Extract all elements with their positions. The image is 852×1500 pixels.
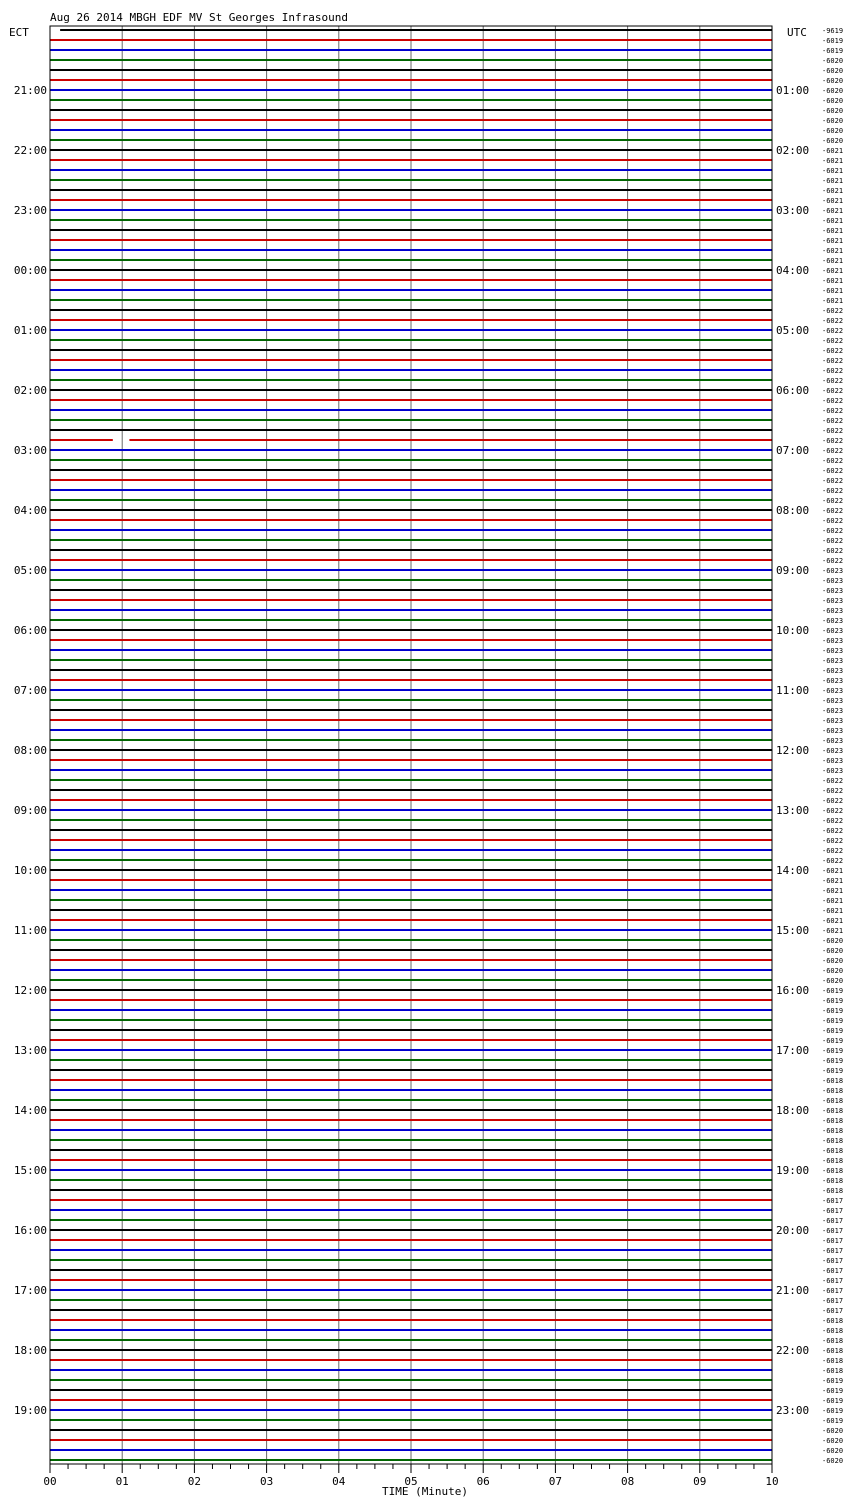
- trace-offset-label: -6023: [822, 727, 844, 735]
- x-tick-label: 10: [765, 1475, 779, 1488]
- trace-offset-label: -6021: [822, 177, 844, 185]
- trace-offset-label: -6021: [822, 207, 844, 215]
- ect-hour-label: 11:00: [13, 924, 47, 937]
- trace-offset-label: -6020: [822, 967, 844, 975]
- utc-hour-label: 03:00: [776, 204, 810, 217]
- trace-offset-label: -6023: [822, 757, 844, 765]
- trace-offset-label: -6018: [822, 1137, 844, 1145]
- trace-offset-label: -6019: [822, 997, 844, 1005]
- trace-offset-label: -6018: [822, 1337, 844, 1345]
- x-tick-label: 06: [476, 1475, 490, 1488]
- trace-offset-label: -6020: [822, 1427, 844, 1435]
- trace-offset-label: -6022: [822, 417, 844, 425]
- trace-offset-label: -6023: [822, 597, 844, 605]
- trace-offset-label: -6022: [822, 347, 844, 355]
- ect-hour-label: 16:00: [13, 1224, 47, 1237]
- ect-hour-label: 00:00: [13, 264, 47, 277]
- ect-hour-label: 15:00: [13, 1164, 47, 1177]
- trace-offset-label: -6021: [822, 887, 844, 895]
- utc-hour-label: 01:00: [776, 84, 810, 97]
- trace-offset-label: -6022: [822, 807, 844, 815]
- trace-offset-label: -6017: [822, 1237, 844, 1245]
- trace-offset-label: -6017: [822, 1297, 844, 1305]
- utc-hour-label: 20:00: [776, 1224, 810, 1237]
- trace-offset-label: -6023: [822, 667, 844, 675]
- utc-hour-label: 10:00: [776, 624, 810, 637]
- trace-offset-label: -6022: [822, 377, 844, 385]
- trace-offset-label: -6019: [822, 47, 844, 55]
- trace-offset-label: -6022: [822, 447, 844, 455]
- trace-offset-label: -6017: [822, 1277, 844, 1285]
- x-tick-label: 01: [115, 1475, 129, 1488]
- utc-hour-label: 09:00: [776, 564, 810, 577]
- trace-offset-label: -6019: [822, 1067, 844, 1075]
- trace-offset-label: -6019: [822, 1057, 844, 1065]
- trace-offset-label: -6021: [822, 187, 844, 195]
- trace-offset-label: -6020: [822, 77, 844, 85]
- trace-offset-label: -6018: [822, 1077, 844, 1085]
- trace-offset-label: -6020: [822, 1447, 844, 1455]
- trace-offset-label: -6022: [822, 437, 844, 445]
- trace-offset-label: -6018: [822, 1167, 844, 1175]
- ect-hour-label: 17:00: [13, 1284, 47, 1297]
- ect-hour-label: 01:00: [13, 324, 47, 337]
- trace-offset-label: -6021: [822, 217, 844, 225]
- trace-offset-label: -6020: [822, 67, 844, 75]
- x-tick-label: 09: [693, 1475, 707, 1488]
- trace-offset-label: -6023: [822, 577, 844, 585]
- utc-hour-label: 19:00: [776, 1164, 810, 1177]
- trace-offset-label: -6022: [822, 507, 844, 515]
- trace-offset-label: -6021: [822, 297, 844, 305]
- trace-offset-label: -6021: [822, 917, 844, 925]
- utc-hour-label: 18:00: [776, 1104, 810, 1117]
- trace-offset-label: -6022: [822, 547, 844, 555]
- ect-hour-label: 19:00: [13, 1404, 47, 1417]
- trace-offset-label: -6021: [822, 147, 844, 155]
- trace-offset-label: -6022: [822, 537, 844, 545]
- trace-offset-label: -6021: [822, 267, 844, 275]
- trace-offset-label: -6019: [822, 1387, 844, 1395]
- utc-hour-label: 23:00: [776, 1404, 810, 1417]
- trace-offset-labels: [822, 27, 843, 1465]
- trace-offset-label: -6020: [822, 977, 844, 985]
- trace-offset-label: -6018: [822, 1357, 844, 1365]
- trace-offset-label: -6018: [822, 1107, 844, 1115]
- trace-offset-label: -6019: [822, 1047, 844, 1055]
- utc-hour-label: 13:00: [776, 804, 810, 817]
- trace-offset-label: -6020: [822, 97, 844, 105]
- trace-offset-label: -6022: [822, 517, 844, 525]
- trace-offset-label: -6019: [822, 987, 844, 995]
- trace-offset-label: -6017: [822, 1227, 844, 1235]
- trace-offset-label: -6023: [822, 647, 844, 655]
- utc-hour-label: 02:00: [776, 144, 810, 157]
- ect-hour-label: 09:00: [13, 804, 47, 817]
- trace-offset-label: -6023: [822, 587, 844, 595]
- trace-offset-label: -6020: [822, 937, 844, 945]
- x-tick-label: 08: [620, 1475, 635, 1488]
- trace-offset-label: -6022: [822, 357, 844, 365]
- trace-offset-label: -6023: [822, 697, 844, 705]
- ect-hour-label: 07:00: [13, 684, 47, 697]
- trace-offset-label: -6021: [822, 247, 844, 255]
- trace-offset-label: -6018: [822, 1347, 844, 1355]
- trace-offset-label: -6021: [822, 197, 844, 205]
- trace-offset-label: -6022: [822, 817, 844, 825]
- trace-offset-label: -6019: [822, 1007, 844, 1015]
- trace-offset-label: -6020: [822, 127, 844, 135]
- ect-hour-label: 08:00: [13, 744, 47, 757]
- x-tick-label: 02: [187, 1475, 202, 1488]
- trace-offset-label: -6023: [822, 617, 844, 625]
- utc-hour-label: 11:00: [776, 684, 810, 697]
- utc-hour-label: 14:00: [776, 864, 810, 877]
- trace-offset-label: -6022: [822, 857, 844, 865]
- trace-offset-label: -6019: [822, 37, 844, 45]
- trace-offset-label: -6022: [822, 427, 844, 435]
- trace-offset-label: -6018: [822, 1367, 844, 1375]
- utc-hour-label: 21:00: [776, 1284, 810, 1297]
- right-axis-label: UTC: [787, 26, 807, 39]
- ect-hour-label: 06:00: [13, 624, 47, 637]
- trace-offset-label: -6018: [822, 1177, 844, 1185]
- x-tick-label: 03: [259, 1475, 274, 1488]
- ect-hour-label: 13:00: [13, 1044, 47, 1057]
- utc-hour-label: 06:00: [776, 384, 810, 397]
- trace-offset-label: -6017: [822, 1287, 844, 1295]
- utc-hour-label: 04:00: [776, 264, 810, 277]
- trace-offset-label: -6023: [822, 737, 844, 745]
- trace-offset-label: -6022: [822, 477, 844, 485]
- trace-offset-label: -6023: [822, 677, 844, 685]
- trace-offset-label: -6022: [822, 317, 844, 325]
- trace-offset-label: -6018: [822, 1157, 844, 1165]
- trace-offset-label: -6019: [822, 1037, 844, 1045]
- utc-hour-label: 08:00: [776, 504, 810, 517]
- trace-offset-label: -6020: [822, 137, 844, 145]
- trace-offset-label: -6019: [822, 1407, 844, 1415]
- trace-offset-label: -6023: [822, 717, 844, 725]
- utc-hour-label: 15:00: [776, 924, 810, 937]
- trace-offset-label: -6021: [822, 897, 844, 905]
- trace-offset-label: -6022: [822, 847, 844, 855]
- trace-offset-label: -6020: [822, 1437, 844, 1445]
- ect-hour-label: 12:00: [13, 984, 47, 997]
- trace-offset-label: -6020: [822, 117, 844, 125]
- utc-hour-label: 07:00: [776, 444, 810, 457]
- trace-offset-label: -6020: [822, 57, 844, 65]
- ect-hour-label: 14:00: [13, 1104, 47, 1117]
- trace-offset-label: -9619: [822, 27, 844, 35]
- trace-offset-label: -6022: [822, 387, 844, 395]
- utc-hour-label: 16:00: [776, 984, 810, 997]
- trace-offset-label: -6021: [822, 867, 844, 875]
- trace-offset-label: -6020: [822, 107, 844, 115]
- trace-offset-label: -6022: [822, 467, 844, 475]
- trace-offset-label: -6023: [822, 567, 844, 575]
- trace-offset-label: -6017: [822, 1207, 844, 1215]
- trace-offset-label: -6023: [822, 607, 844, 615]
- trace-offset-label: -6022: [822, 557, 844, 565]
- trace-offset-label: -6022: [822, 307, 844, 315]
- trace-offset-label: -6022: [822, 457, 844, 465]
- trace-offset-label: -6020: [822, 1457, 844, 1465]
- ect-hour-label: 03:00: [13, 444, 47, 457]
- trace-offset-label: -6017: [822, 1267, 844, 1275]
- trace-offset-label: -6018: [822, 1127, 844, 1135]
- utc-hour-label: 17:00: [776, 1044, 810, 1057]
- trace-offset-label: -6023: [822, 687, 844, 695]
- trace-offset-label: -6023: [822, 747, 844, 755]
- trace-offset-label: -6023: [822, 637, 844, 645]
- trace-offset-label: -6018: [822, 1317, 844, 1325]
- trace-offset-label: -6017: [822, 1197, 844, 1205]
- ect-hour-label: 18:00: [13, 1344, 47, 1357]
- ect-hour-label: 04:00: [13, 504, 47, 517]
- trace-offset-label: -6021: [822, 167, 844, 175]
- trace-offset-label: -6018: [822, 1327, 844, 1335]
- trace-offset-label: -6021: [822, 287, 844, 295]
- trace-offset-label: -6018: [822, 1087, 844, 1095]
- trace-offset-label: -6022: [822, 487, 844, 495]
- trace-offset-label: -6019: [822, 1027, 844, 1035]
- trace-offset-label: -6017: [822, 1307, 844, 1315]
- ect-hour-labels: [14, 84, 47, 1417]
- trace-offset-label: -6023: [822, 657, 844, 665]
- left-axis-label: ECT: [9, 26, 29, 39]
- trace-offset-label: -6017: [822, 1247, 844, 1255]
- x-tick-label: 00: [43, 1475, 57, 1488]
- trace-offset-label: -6021: [822, 257, 844, 265]
- trace-offset-label: -6021: [822, 157, 844, 165]
- ect-hour-label: 21:00: [13, 84, 47, 97]
- trace-offset-label: -6022: [822, 367, 844, 375]
- trace-offset-label: -6022: [822, 327, 844, 335]
- trace-offset-label: -6022: [822, 407, 844, 415]
- trace-offset-label: -6022: [822, 337, 844, 345]
- utc-hour-label: 05:00: [776, 324, 810, 337]
- utc-hour-labels: [776, 84, 809, 1417]
- trace-offset-label: -6022: [822, 837, 844, 845]
- trace-offset-label: -6022: [822, 497, 844, 505]
- ect-hour-label: 23:00: [13, 204, 47, 217]
- utc-hour-label: 22:00: [776, 1344, 810, 1357]
- utc-hour-label: 12:00: [776, 744, 810, 757]
- x-tick-label: 07: [548, 1475, 563, 1488]
- trace-offset-label: -6018: [822, 1097, 844, 1105]
- trace-offset-label: -6019: [822, 1017, 844, 1025]
- trace-offset-label: -6019: [822, 1417, 844, 1425]
- trace-offset-label: -6023: [822, 627, 844, 635]
- chart-title: Aug 26 2014 MBGH EDF MV St Georges Infrasound: [50, 11, 349, 24]
- trace-offset-label: -6022: [822, 797, 844, 805]
- trace-offset-label: -6023: [822, 707, 844, 715]
- trace-offset-label: -6022: [822, 827, 844, 835]
- x-tick-label: 05: [404, 1475, 418, 1488]
- trace-offset-label: -6019: [822, 1397, 844, 1405]
- trace-offset-label: -6022: [822, 787, 844, 795]
- trace-offset-label: -6020: [822, 947, 844, 955]
- trace-offset-label: -6020: [822, 957, 844, 965]
- trace-offset-label: -6017: [822, 1257, 844, 1265]
- trace-offset-label: -6021: [822, 927, 844, 935]
- ect-hour-label: 05:00: [13, 564, 47, 577]
- trace-offset-label: -6021: [822, 907, 844, 915]
- trace-offset-label: -6021: [822, 237, 844, 245]
- trace-offset-label: -6021: [822, 227, 844, 235]
- trace-offset-label: -6023: [822, 767, 844, 775]
- trace-offset-label: -6022: [822, 777, 844, 785]
- trace-offset-label: -6018: [822, 1187, 844, 1195]
- trace-offset-label: -6022: [822, 397, 844, 405]
- trace-offset-label: -6017: [822, 1217, 844, 1225]
- vertical-grid: [122, 26, 700, 1464]
- trace-offset-label: -6020: [822, 87, 844, 95]
- trace-offset-label: -6018: [822, 1117, 844, 1125]
- trace-offset-label: -6021: [822, 277, 844, 285]
- ect-hour-label: 02:00: [13, 384, 47, 397]
- trace-offset-label: -6022: [822, 527, 844, 535]
- trace-offset-label: -6019: [822, 1377, 844, 1385]
- ect-hour-label: 22:00: [13, 144, 47, 157]
- x-axis-title: TIME (Minute): [381, 1485, 469, 1498]
- trace-offset-label: -6018: [822, 1147, 844, 1155]
- x-tick-label: 04: [332, 1475, 346, 1488]
- ect-hour-label: 10:00: [13, 864, 47, 877]
- trace-offset-label: -6021: [822, 877, 844, 885]
